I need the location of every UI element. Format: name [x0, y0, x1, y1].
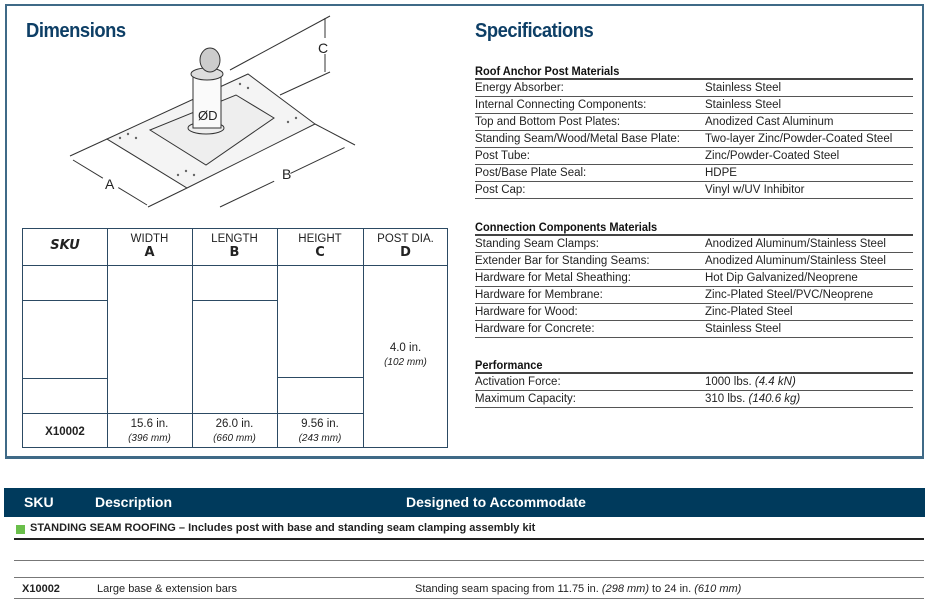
- spec-value: 1000 lbs. (4.4 kN): [705, 376, 796, 388]
- header-width: WIDTH A: [130, 233, 169, 260]
- spec-row: [475, 114, 913, 131]
- spec-row: [475, 253, 913, 270]
- spec-row: [475, 131, 913, 148]
- category-marker-icon: [16, 525, 25, 534]
- products-header-bar: [4, 488, 925, 517]
- spec-value: Anodized Aluminum/Stainless Steel: [705, 255, 886, 267]
- spec-label: Standing Seam Clamps:: [475, 238, 600, 250]
- col-accommodate: Designed to Accommodate: [406, 494, 586, 510]
- cell-height: 9.56 in. (243 mm): [298, 418, 342, 444]
- spec-row: [475, 270, 913, 287]
- spec-row: [475, 321, 913, 338]
- spec-label: Standing Seam/Wood/Metal Base Plate:: [475, 133, 680, 145]
- spec-value: Vinyl w/UV Inhibitor: [705, 184, 805, 196]
- spec-label: Extender Bar for Standing Seams:: [475, 255, 650, 267]
- header-post-dia: POST DIA. D: [377, 233, 434, 260]
- col-description: Description: [95, 494, 173, 510]
- spec-section-post-materials: Roof Anchor Post Materials Energy Absorber: Stainless Steel Internal Connecting Components: Stainless Steel Top and Bottom Post Plates: Anodized Cast Aluminum Standing Seam/Wood/Metal Base Plate: Two-layer Zinc/Powder-Coated Steel Post Tube: Zinc/Powder-Coated Steel Post/Base Plate Seal: HDPE Post Cap: Vinyl w/UV Inhibitor: [475, 64, 913, 199]
- product-description: Large base & extension bars: [97, 583, 238, 595]
- spec-label: Activation Force:: [475, 376, 561, 388]
- spec-label: Top and Bottom Post Plates:: [475, 116, 621, 128]
- spec-value: 310 lbs. (140.6 kg): [705, 393, 801, 405]
- spec-value: HDPE: [705, 167, 737, 179]
- category-title: STANDING SEAM ROOFING – Includes post with base and standing seam clamping assembly kit: [30, 522, 536, 534]
- spec-row: [475, 374, 913, 391]
- spec-label: Post Tube:: [475, 150, 530, 162]
- spec-value: Two-layer Zinc/Powder-Coated Steel: [705, 133, 893, 145]
- spec-value: Zinc-Plated Steel/PVC/Neoprene: [705, 289, 874, 301]
- header-sku: SKU: [50, 238, 80, 253]
- spec-row: [475, 97, 913, 114]
- spec-value: Zinc-Plated Steel: [705, 306, 793, 318]
- dimensions-title: Dimensions: [26, 20, 126, 42]
- product-accommodate: Standing seam spacing from 11.75 in. (298 mm) to 24 in. (610 mm): [415, 583, 742, 595]
- dimensions-table: [22, 228, 448, 448]
- label-a: A: [105, 176, 115, 192]
- spec-row: [475, 287, 913, 304]
- label-b: B: [282, 166, 292, 182]
- product-sku: X10002: [22, 583, 60, 595]
- spec-label: Hardware for Wood:: [475, 306, 578, 318]
- spec-row: [475, 304, 913, 321]
- spec-row: [475, 80, 913, 97]
- cell-length: 26.0 in. (660 mm): [213, 418, 256, 444]
- spec-row: [475, 391, 913, 408]
- spec-label: Hardware for Membrane:: [475, 289, 603, 301]
- spec-label: Internal Connecting Components:: [475, 99, 647, 111]
- label-c: C: [318, 40, 329, 56]
- spec-label: Post Cap:: [475, 184, 526, 196]
- spec-label: Maximum Capacity:: [475, 393, 576, 405]
- spec-label: Post/Base Plate Seal:: [475, 167, 587, 179]
- header-height: HEIGHT C: [298, 233, 342, 260]
- cell-sku: X10002: [45, 426, 85, 438]
- spec-value: Stainless Steel: [705, 99, 782, 111]
- spec-row: [475, 148, 913, 165]
- col-sku: SKU: [24, 494, 54, 510]
- spec-row: [475, 236, 913, 253]
- spec-row: [475, 165, 913, 182]
- spec-label: Hardware for Metal Sheathing:: [475, 272, 631, 284]
- header-length: LENGTH B: [211, 233, 258, 260]
- spec-section-connection: Connection Components Materials Standing Seam Clamps: Anodized Aluminum/Stainless Steel Extender Bar for Standing Seams: Anodized Aluminum/Stainless Steel Hardware for Metal Sheathing: Hot Dip Galvanized/Neoprene Hardware for Membrane: Zinc-Plated Steel/PVC/Neoprene Hardware for Wood: Zinc-Plated Steel Hardware for Concrete: Stainless Steel: [475, 220, 913, 338]
- spec-value: Anodized Aluminum/Stainless Steel: [705, 238, 886, 250]
- cell-post-dia: 4.0 in. (102 mm): [384, 342, 427, 368]
- spec-section-performance: Performance Activation Force: 1000 lbs. (4.4 kN) Maximum Capacity: 310 lbs. (140.6 kg): [475, 358, 913, 408]
- spec-row: [475, 182, 913, 199]
- spec-label: Energy Absorber:: [475, 82, 564, 94]
- label-d: ØD: [198, 108, 218, 123]
- spec-value: Hot Dip Galvanized/Neoprene: [705, 272, 858, 284]
- spec-value: Anodized Cast Aluminum: [705, 116, 834, 128]
- spec-value: Zinc/Powder-Coated Steel: [705, 150, 840, 162]
- cell-width: 15.6 in. (396 mm): [128, 418, 171, 444]
- spec-label: Hardware for Concrete:: [475, 323, 595, 335]
- specifications-title: Specifications: [475, 20, 594, 42]
- spec-value: Stainless Steel: [705, 82, 782, 94]
- spec-value: Stainless Steel: [705, 323, 782, 335]
